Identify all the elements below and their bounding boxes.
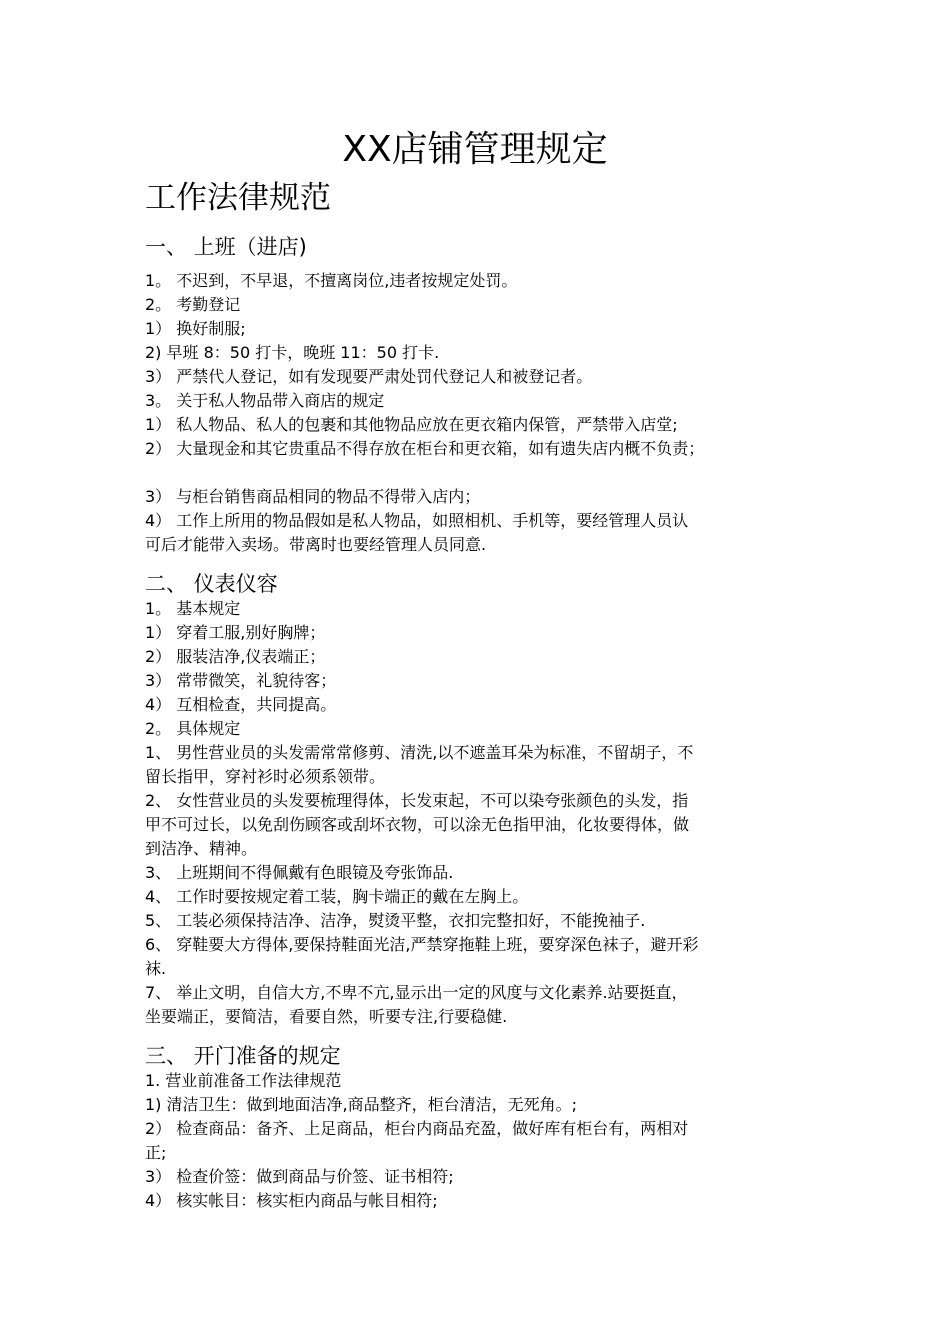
paragraph-line: 可后才能带入卖场。带离时也要经管理人员同意. <box>145 535 487 554</box>
paragraph-line: 4） 互相检查，共同提高。 <box>145 695 337 714</box>
blank-line <box>145 461 704 485</box>
paragraph-line: 3） 严禁代人登记，如有发现要严肃处罚代登记人和被登记者。 <box>145 367 593 386</box>
paragraph-line: 1） 私人物品、私人的包裹和其他物品应放在更衣箱内保管，严禁带入店堂; <box>145 415 678 434</box>
section-lines <box>145 597 698 1029</box>
paragraph-line: 6、 穿鞋要大方得体,要保持鞋面光洁,严禁穿拖鞋上班，要穿深色袜子，避开彩 <box>145 935 699 954</box>
paragraph-line: 1。 基本规定 <box>145 599 241 618</box>
section-heading: 一、 上班（进店) <box>145 235 307 259</box>
paragraph-line: 2) 早班 8：50 打卡，晚班 11：50 打卡. <box>145 343 440 362</box>
paragraph-line: 1. 营业前准备工作法律规范 <box>145 1071 342 1090</box>
section-opening-prep <box>145 1043 688 1213</box>
section-work-start <box>145 234 704 557</box>
paragraph-line: 1） 换好制服; <box>145 319 246 338</box>
paragraph-line: 2） 检查商品：备齐、上足商品，柜台内商品充盈，做好库有柜台有，两相对 <box>145 1119 689 1138</box>
paragraph-line: 袜. <box>145 959 167 978</box>
document-title: XX店铺管理规定 <box>342 129 608 170</box>
paragraph-line: 1） 穿着工服,别好胸牌； <box>145 623 326 642</box>
paragraph-line: 坐要端正，要简洁，看要自然，听要专注,行要稳健. <box>145 1007 508 1026</box>
paragraph-line: 甲不可过长，以免刮伤顾客或刮坏衣物，可以涂无色指甲油，化妆要得体，做 <box>145 815 690 834</box>
paragraph-line: 3） 检查价签：做到商品与价签、证书相符; <box>145 1167 454 1186</box>
paragraph-line: 5、 工装必须保持洁净、洁净，熨烫平整，衣扣完整扣好，不能挽袖子. <box>145 911 646 930</box>
paragraph-line: 留长指甲，穿衬衫时必须系领带。 <box>145 767 386 786</box>
paragraph-line: 正; <box>145 1143 167 1162</box>
paragraph-line: 7、 举止文明，自信大方,不卑不亢,显示出一定的风度与文化素养.站要挺直， <box>145 983 688 1002</box>
paragraph-line: 3、 上班期间不得佩戴有色眼镜及夸张饰品. <box>145 863 454 882</box>
document-subtitle: 工作法律规范 <box>145 180 331 216</box>
paragraph-line: 2。 考勤登记 <box>145 295 241 314</box>
paragraph-line: 2。 具体规定 <box>145 719 241 738</box>
paragraph-line: 2） 服装洁净,仪表端正； <box>145 647 326 666</box>
paragraph-line: 2） 大量现金和其它贵重品不得存放在柜台和更衣箱，如有遗失店内概不负责； <box>145 439 705 458</box>
section-heading: 三、 开门准备的规定 <box>145 1044 341 1068</box>
section-lines <box>145 1069 688 1213</box>
paragraph-line: 1) 清洁卫生：做到地面洁净,商品整齐，柜台清洁，无死角。; <box>145 1095 577 1114</box>
paragraph-line: 到洁净、精神。 <box>145 839 258 858</box>
paragraph-line: 3） 与柜台销售商品相同的物品不得带入店内； <box>145 487 481 506</box>
paragraph-line: 1、 男性营业员的头发需常常修剪、清洗,以不遮盖耳朵为标准，不留胡子，不 <box>145 743 694 762</box>
paragraph-line: 3。 关于私人物品带入商店的规定 <box>145 391 385 410</box>
paragraph-line: 1。 不迟到，不早退，不擅离岗位,违者按规定处罚。 <box>145 271 518 290</box>
section-appearance <box>145 571 698 1029</box>
paragraph-line: 4） 核实帐目：核实柜内商品与帐目相符; <box>145 1191 438 1210</box>
paragraph-line: 4） 工作上所用的物品假如是私人物品，如照相机、手机等，要经管理人员认 <box>145 511 689 530</box>
paragraph-line: 4、 工作时要按规定着工装，胸卡端正的戴在左胸上。 <box>145 887 529 906</box>
paragraph-line: 2、 女性营业员的头发要梳理得体，长发束起，不可以染夸张颜色的头发，指 <box>145 791 689 810</box>
paragraph-line: 3） 常带微笑，礼貌待客； <box>145 671 337 690</box>
section-lines <box>145 269 704 557</box>
section-heading: 二、 仪表仪容 <box>145 572 278 596</box>
